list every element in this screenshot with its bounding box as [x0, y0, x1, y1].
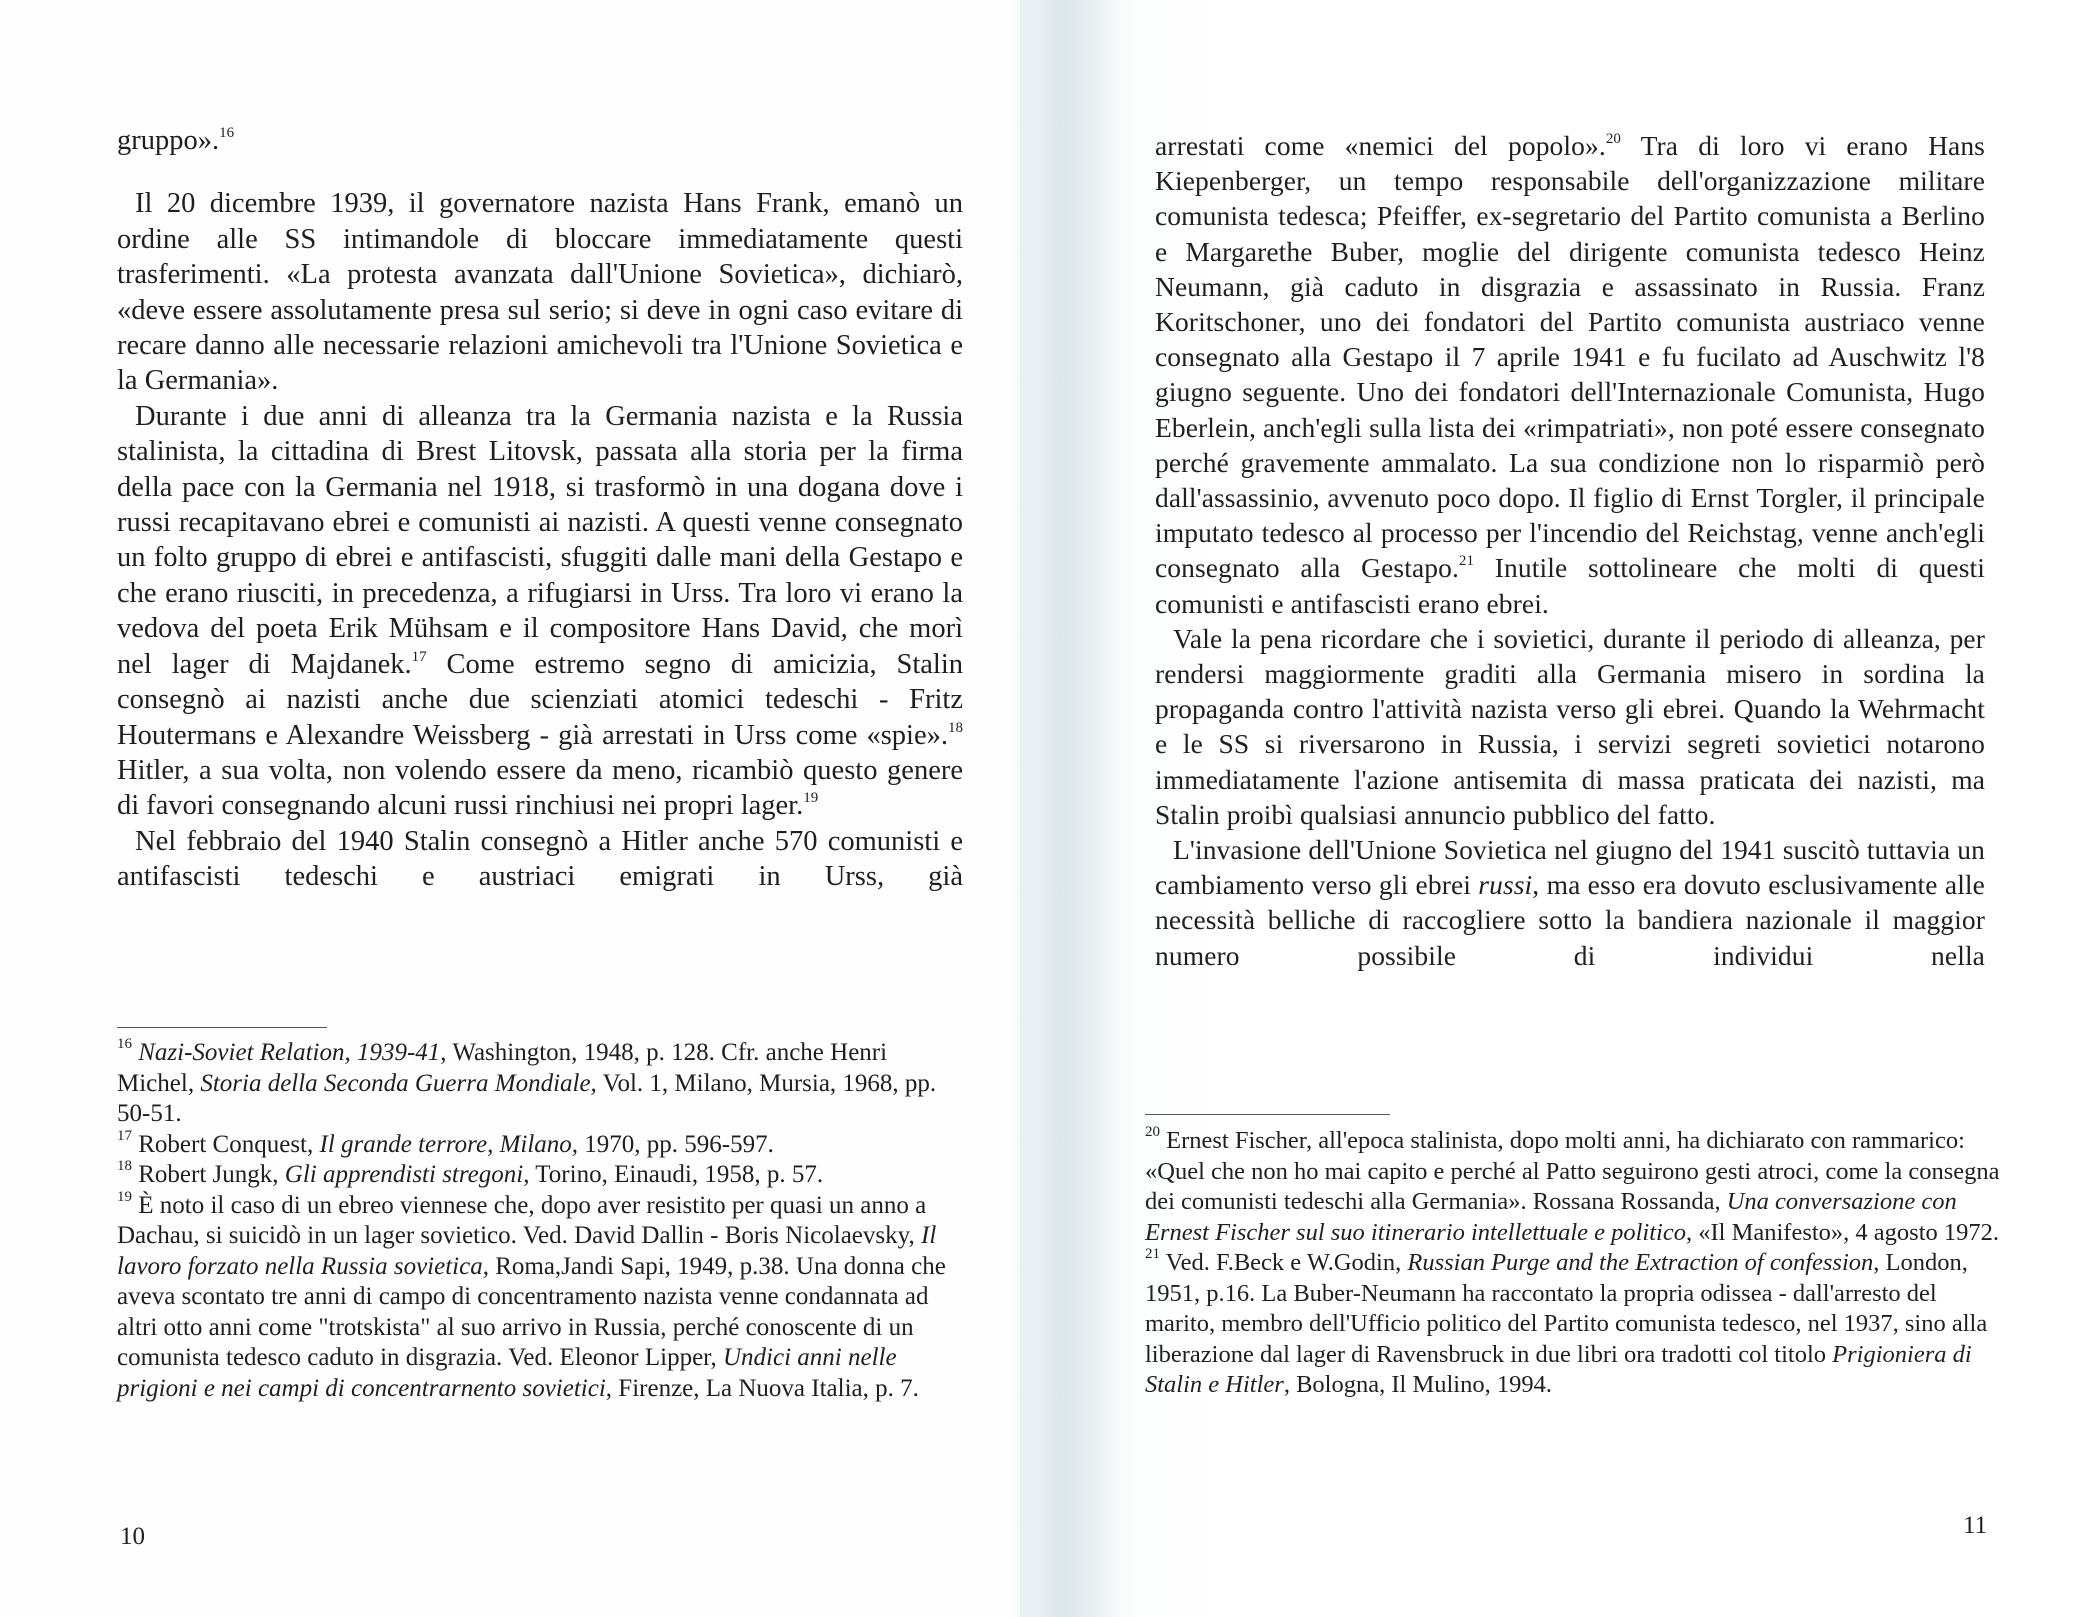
footnote-text: , Roma,Jandi Sapi, 1949, p.38. Una donna che aveva scontato tre anni di campo di concentramento nazista venne condannata ad altri otto anni come "trotskista" al suo arrivo in Russia, perché conoscente di un comunista tedesco caduto in disgrazia. Ved. Eleonor Lipper, — [117, 1252, 946, 1371]
paragraph — [117, 399, 963, 824]
footnote-text: Robert Jungk, — [132, 1161, 285, 1188]
footnote-text: , «Il Manifesto», 4 agosto 1972. — [1685, 1218, 2000, 1246]
footnote-ref[interactable]: 17 — [411, 648, 427, 665]
footnote-21 — [1145, 1248, 2005, 1401]
footnote-text: È noto il caso di un ebreo viennese che, dopo aver resistito per quasi un anno a Dachau, si suicidò in un lager sovietico. Ved. David Dallin - Boris Nicolaevsky, — [117, 1191, 927, 1249]
footnote-ref[interactable]: 16 — [219, 125, 235, 141]
footnote-number: 17 — [117, 1127, 132, 1144]
footnote-ref[interactable]: 18 — [948, 719, 963, 736]
footnote-number: 21 — [1145, 1246, 1160, 1262]
footnote-separator — [1145, 1114, 1390, 1115]
footnote-text: Ved. F.Beck e W.Godin, — [1160, 1249, 1408, 1276]
footnote-number: 16 — [117, 1036, 132, 1052]
left-page-body — [117, 123, 963, 895]
footnote-text: , London, 1951, p.16. La Buber-Neumann ha raccontato la propria odissea - dall'arresto del marito, membro dell'Ufficio politico del Partito comunista tedesco, nel 1937, sino alla liberazione dal lager di Ravensbruck in due libri ora tradotti col titolo — [1145, 1249, 1988, 1368]
footnote-ref[interactable]: 21 — [1458, 553, 1475, 570]
book-gutter-shadow — [1010, 0, 1120, 1617]
cited-title: Gli apprendisti stregoni — [284, 1161, 524, 1188]
emphasized-word: russi — [1478, 869, 1533, 901]
cited-title: Nazi-Soviet Relation, 1939-41 — [138, 1039, 441, 1066]
left-page — [0, 0, 1020, 1617]
paragraph — [1155, 128, 1985, 621]
footnote-ref[interactable]: 20 — [1605, 131, 1622, 147]
paragraph: Vale la pena ricordare che i sovietici, durante il periodo di alleanza, per rendersi maggiormente graditi alla Germania misero in sordina la propaganda contro l'attività nazista verso gli ebrei. Quando la Wehrmacht e le SS si riversarono in Russia, i servizi segreti sovietici notarono immediatamente l'azione antisemita di massa praticata dei nazisti, ma Stalin proibì qualsiasi annuncio pubblico del fatto. — [1155, 622, 1985, 830]
footnote-number: 19 — [117, 1188, 132, 1205]
footnote-16 — [117, 1038, 967, 1130]
cited-title: Storia della Seconda Guerra Mondiale, — [200, 1069, 597, 1097]
footnote-text: Ernest Fischer, all'epoca stalinista, dopo molti anni, ha dichiarato con rammarico: «Quel che non ho mai capito e perché al Patto seguirono gesti atroci, come la consegna dei comunisti tedeschi alla Germania». Rossana Rossanda, — [1145, 1127, 2000, 1215]
footnote-19 — [117, 1188, 967, 1405]
paragraph — [117, 123, 963, 158]
cited-title: Il lavoro forzato nella Russia sovietica — [117, 1222, 937, 1280]
paragraph-text: gruppo». — [117, 125, 220, 156]
footnote-text: , Torino, Einaudi, 1958, p. 57. — [523, 1161, 824, 1188]
right-page-body — [1155, 128, 1985, 973]
footnote-number: 18 — [117, 1158, 132, 1174]
footnote-ref[interactable]: 19 — [803, 790, 819, 807]
right-footnotes — [1145, 1126, 2005, 1401]
paragraph: Il 20 dicembre 1939, il governatore nazista Hans Frank, emanò un ordine alle SS intimandole di bloccare immediatamente questi trasferimenti. «La protesta avanzata dall'Unione Sovietica», dichiarò, «deve essere assolutamente presa sul serio; si deve in ogni caso evitare di recare danno alle necessarie relazioni amichevoli tra l'Unione Sovietica e la Germania». — [117, 188, 963, 397]
cited-title: Prigioniera di Stalin e Hitler — [1145, 1340, 1972, 1398]
footnote-separator — [117, 1027, 327, 1028]
paragraph-text: Inutile sottolineare che molti di questi comunisti e antifascisti erano ebrei. — [1155, 552, 1985, 619]
footnote-18 — [117, 1160, 967, 1191]
footnote-text: , Washington, 1948, p. 128. Cfr. anche Henri Michel, — [117, 1039, 888, 1097]
paragraph-text: L'invasione dell'Unione Sovietica nel giugno del 1941 suscitò tuttavia un cambiamento verso gli ebrei — [1155, 834, 1985, 901]
paragraph: Nel febbraio del 1940 Stalin consegnò a Hitler anche 570 comunisti e antifascisti tedeschi e austriaci emigrati in Urss, già — [117, 825, 963, 893]
footnote-text: , Firenze, La Nuova Italia, p. 7. — [605, 1374, 919, 1402]
left-footnotes — [117, 1038, 967, 1404]
footnote-17 — [117, 1127, 967, 1161]
footnote-text: Robert Conquest, — [132, 1130, 320, 1158]
paragraph-text: arrestati come «nemici del popolo». — [1155, 130, 1606, 161]
page-number: 10 — [120, 1523, 145, 1550]
footnote-text: Vol. 1, Milano, Mursia, 1968, pp. 50-51. — [117, 1069, 937, 1127]
cited-title: Una conversazione con Ernest Fischer sul suo itinerario intellettuale e politico — [1145, 1188, 1957, 1246]
paragraph-text: Tra di loro vi erano Hans Kiepenberger, un tempo responsabile dell'organizzazione militare comunista tedesca; Pfeiffer, ex-segretario del Partito comunista a Berlino e Margarethe Buber, moglie del dirigente comunista tedesco Heinz Neumann, già caduto in disgrazia e assassinato in Russia. Franz Koritschoner, uno dei fondatori del Partito comunista austriaco venne consegnato alla Gestapo il 7 aprile 1941 e fu fucilato ad Auschwitz l'8 giugno seguente. Uno dei fondatori dell'Internazionale Comunista, Hugo Eberlein, anch'egli sulla lista dei «rimpatriati», non poté essere consegnato perché gravemente ammalato. La sua condizione non lo risparmiò però dall'assassinio, avvenuto poco dopo. Il figlio di Ernst Torgler, il principale imputato tedesco al processo per l'incendio del Reichstag, venne anch'egli consegnato alla Gestapo. — [1155, 130, 1985, 584]
footnote-text: 1970, pp. 596-597. — [578, 1130, 774, 1158]
cited-title: Il grande terrore, Milano, — [319, 1130, 579, 1158]
cited-title: Russian Purge and the Extraction of confession — [1407, 1249, 1874, 1276]
paragraph-text: Durante i due anni di alleanza tra la Germania nazista e la Russia stalinista, la cittadina di Brest Litovsk, passata alla storia per la firma della pace con la Germania nel 1918, si trasformò in una dogana dove i russi recapitavano ebrei e comunisti ai nazisti. A questi venne consegnato un folto gruppo di ebrei e antifascisti, sfuggiti dalle mani della Gestapo e che erano riusciti, in precedenza, a rifugiarsi in Urss. Tra loro vi erano la vedova del poeta Erik Mühsam e il compositore Hans David, che morì nel lager di Majdanek. — [117, 400, 963, 680]
paragraph-text: Hitler, a sua volta, non volendo essere da meno, ricambiò questo genere di favori consegnando alcuni russi rinchiusi nei propri lager. — [117, 754, 963, 822]
paragraph-text: Come estremo segno di amicizia, Stalin consegnò ai nazisti anche due scienziati atomici tedeschi - Fritz Houtermans e Alexandre Weissberg - già arrestati in Urss come «spie». — [117, 648, 964, 751]
cited-title: Undici anni nelle prigioni e nei campi di concentrarnento sovietici — [117, 1344, 897, 1402]
page-number: 11 — [1963, 1512, 1988, 1539]
paragraph — [1155, 832, 1985, 973]
footnote-number: 20 — [1145, 1124, 1160, 1140]
footnote-text: , Bologna, Il Mulino, 1994. — [1283, 1371, 1552, 1398]
paragraph-text: , ma esso era dovuto esclusivamente alle necessità belliche di raccogliere sotto la bandiera nazionale il maggior numero possibile di individui nella — [1155, 869, 1985, 971]
footnote-20 — [1145, 1126, 2005, 1248]
